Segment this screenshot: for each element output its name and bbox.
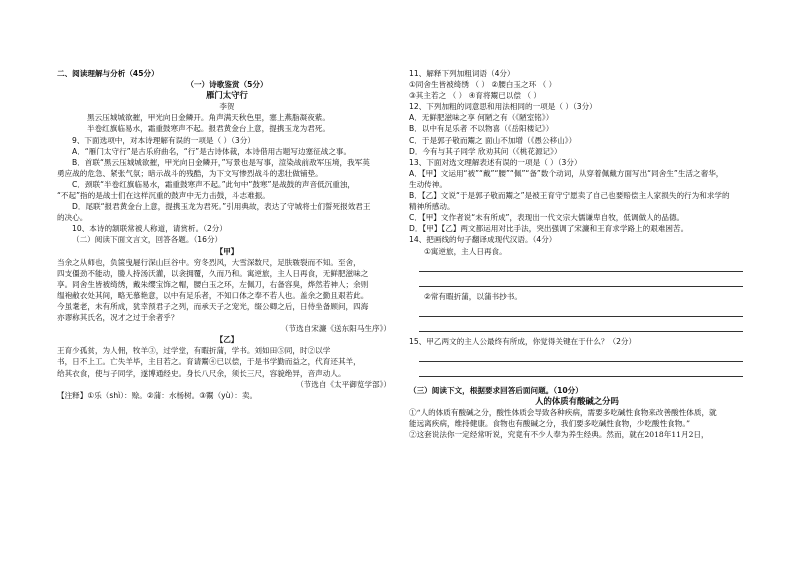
- q14-sentence-2: ②常有暇折蒲，以蒲书抄书。: [424, 291, 522, 301]
- passage-jia-line: 今虽耄老，未有所成，犹幸预君子之列，而承天子之宠光，缀公卿之后，日侍坐备顾问，四海: [57, 301, 369, 311]
- article-title: 人的体质有酸碱之分吗: [535, 395, 619, 406]
- q9-option-b: B．首联“黑云压城城欲摧，甲光向日金鳞开，”写景也是写事，渲染战前敌军压境，我军英: [72, 157, 370, 167]
- q9-option-d-cont: 的决心。: [57, 213, 88, 223]
- answer-line[interactable]: [419, 317, 743, 332]
- q12-option-a: A．无鲜肥滋味之享 何陋之有（《陋室铭》）: [409, 113, 554, 123]
- q12-option-d: D．今有与其子同学 欣劝其问（《桃花源记》）: [409, 146, 562, 156]
- question-13: 13、下面对选文理解表述有误的一项是（ ）（3分）: [409, 157, 582, 167]
- left-column: [57, 68, 397, 401]
- answer-line[interactable]: [419, 347, 743, 362]
- article-paragraph-1-cont: 能远离疾病，维持健康。食物也有酸碱之分，我们要多吃碱性食物，少吃酸性食物。”: [409, 419, 691, 429]
- passage-jia-line: 四支僵劲不能动，媵人持汤沃灌，以衾拥覆，久而乃和。寓逆旅，主人日再食，无鲜肥滋味之: [57, 268, 369, 278]
- article-paragraph-1: ①“人的体质有酸碱之分，酸性体质会导致各种疾病，需要多吃碱性食物来改善酸性体质，就: [409, 407, 717, 417]
- q12-option-b: B．以中有足乐者 不以物喜（《岳阳楼记》）: [409, 124, 554, 134]
- section-title: 二、阅读理解与分析（45分）: [57, 69, 159, 78]
- passage-yi-source: （节选自《太平御览学部》）: [296, 379, 391, 389]
- q13-option-b: B．【乙】文说“于是郭子敬而鬻之”是被王育守宁愿卖了自己也要赔偿主人家损失的行为和求学的: [409, 191, 730, 201]
- passage-jia-source: （节选自宋濂《送东阳马生序》）: [280, 324, 391, 334]
- q11-row-1: ①同舍生皆被绮绣 （ ） ②腰白玉之环 （ ）: [409, 80, 557, 90]
- q13-option-a-cont: 生动传神。: [409, 179, 447, 189]
- passage-yi-line: 王育少孤贫，为人佣，牧羊③，过学堂，有暇折蒲，学书。刘如田⑤同，时②以学: [57, 346, 331, 356]
- q14-sentence-1: ①寓逆旅，主人日再食。: [424, 246, 507, 256]
- question-15: 15、甲乙两文的主人公最终有所成，你觉得关键在于什么？（2分）: [409, 336, 637, 346]
- classical-heading: （二）阅读下面文言文，回答各题。（16分）: [72, 235, 223, 245]
- section-3-heading: （三）阅读下文，根据要求回答后面问题。（10分）: [409, 385, 583, 395]
- right-column: [409, 68, 745, 440]
- answer-line[interactable]: [419, 362, 743, 377]
- question-12: 12、下列加粗的词意思和用法相同的一项是（ ）（3分）: [409, 102, 597, 112]
- question-9: 9、下面选项中，对本诗理解有误的一项是（ ）（3分）: [72, 135, 255, 145]
- q9-option-b-cont: 勇应战的危急、紧张气氛；暗示战斗的残酷，为下文写惨烈战斗的悲壮做铺垫。: [57, 168, 323, 178]
- annotation-note: 【注释】①乐（shì）：赊。②蒲：水杨树。③鬻（yù）：卖。: [57, 390, 258, 400]
- poem-title: 雁门太守行: [206, 90, 248, 101]
- passage-jia-line: 当余之从师也，负箧曳屣行深山巨谷中。穷冬烈风，大雪深数尺，足肤皲裂而不知。至舍，: [57, 257, 361, 267]
- q9-option-a: A．“雁门太守行”是古乐府曲名，“行”是古诗体裁，本诗借用古题写边塞征战之事。: [72, 146, 352, 156]
- question-10: 10、本诗的颔联常被人称道，请赏析。（2分）: [72, 224, 227, 234]
- answer-line[interactable]: [419, 257, 743, 272]
- answer-line[interactable]: [419, 272, 743, 287]
- q13-option-c: C．【甲】文作者说“未有所成”，表现出一代文宗大儒谦卑自牧，低调做人的品德。: [409, 213, 685, 223]
- passage-jia-line: 享。同舍生皆被绮绣，戴朱缨宝饰之帽，腰白玉之环，左佩刀，右备容臭，烨然若神人；余则: [57, 279, 369, 289]
- q12-option-c: C．于是郭子敬而鬻之 面山不加增（《愚公移山》）: [409, 135, 577, 145]
- q13-option-b-cont: 精神所感动。: [409, 202, 455, 212]
- poem-line-2: 半卷红旗临易水，霜重鼓寒声不起。报君黄金台上意，提携玉龙为君死。: [87, 124, 330, 134]
- poetry-heading: （一）诗歌鉴赏（5分）: [186, 80, 268, 90]
- question-11: 11、解释下列加粗词语（4分）: [409, 69, 515, 78]
- poem-author: 李贺: [219, 102, 235, 112]
- q9-option-c: C．颈联“半卷红旗临易水，霜重鼓寒声不起。”此句中“鼓寒”是战鼓的声音低沉重浊，: [72, 179, 356, 189]
- article-paragraph-2: ②这套说法你一定经常听说，究竟有不少人奉为养生经典。然而，就在2018年11月2日，: [409, 430, 709, 440]
- question-14: 14、把画线的句子翻译成现代汉语。（4分）: [409, 235, 557, 245]
- passage-yi-line: 给其衣食，使与子同学，遂博通经史。身长八尺余，须长三尺，容貌绝异，音声动人。: [57, 368, 346, 378]
- passage-yi-label: 【乙】: [215, 335, 239, 345]
- passage-yi-line: 书，日不上工。亡失羊毕，主目若之。育请鬻④已以偿，于是书学勤而益之，代育还其羊，: [57, 357, 361, 367]
- passage-jia-line: 亦谬称其氏名，况才之过于余者乎？: [57, 313, 179, 323]
- q13-option-a: A．【甲】文运用“被”“戴”“腰”“佩”“备”数个动词，从穿着佩戴方面写出“同舍生”生活之奢华，: [409, 168, 724, 178]
- passage-jia-label: 【甲】: [215, 246, 239, 256]
- q9-option-c-cont: “不起”指的是战士们在这样沉重的鼓声中无力击鼓，斗志难振。: [57, 191, 270, 201]
- passage-jia-line: 缊袍敝衣处其间，略无慕艳意，以中有足乐者，不知口体之奉不若人也。盖余之勤且艰若此。: [57, 290, 369, 300]
- answer-line[interactable]: [419, 302, 743, 317]
- q13-option-d: D．【甲】【乙】两文都运用对比手法，突出强调了宋濂和王育求学路上的艰难困苦。: [409, 224, 689, 234]
- q11-row-2: ③其主若之 （ ） ④育将鬻已以偿 （ ）: [409, 91, 541, 101]
- poem-line-1: 黑云压城城欲摧，甲光向日金鳞开。角声满天秋色里，塞上燕脂凝夜紫。: [87, 113, 330, 123]
- q9-option-d: D．尾联“报君黄金台上意，提携玉龙为君死。”引用典故，表达了守城将士们誓死报效君王: [72, 202, 371, 212]
